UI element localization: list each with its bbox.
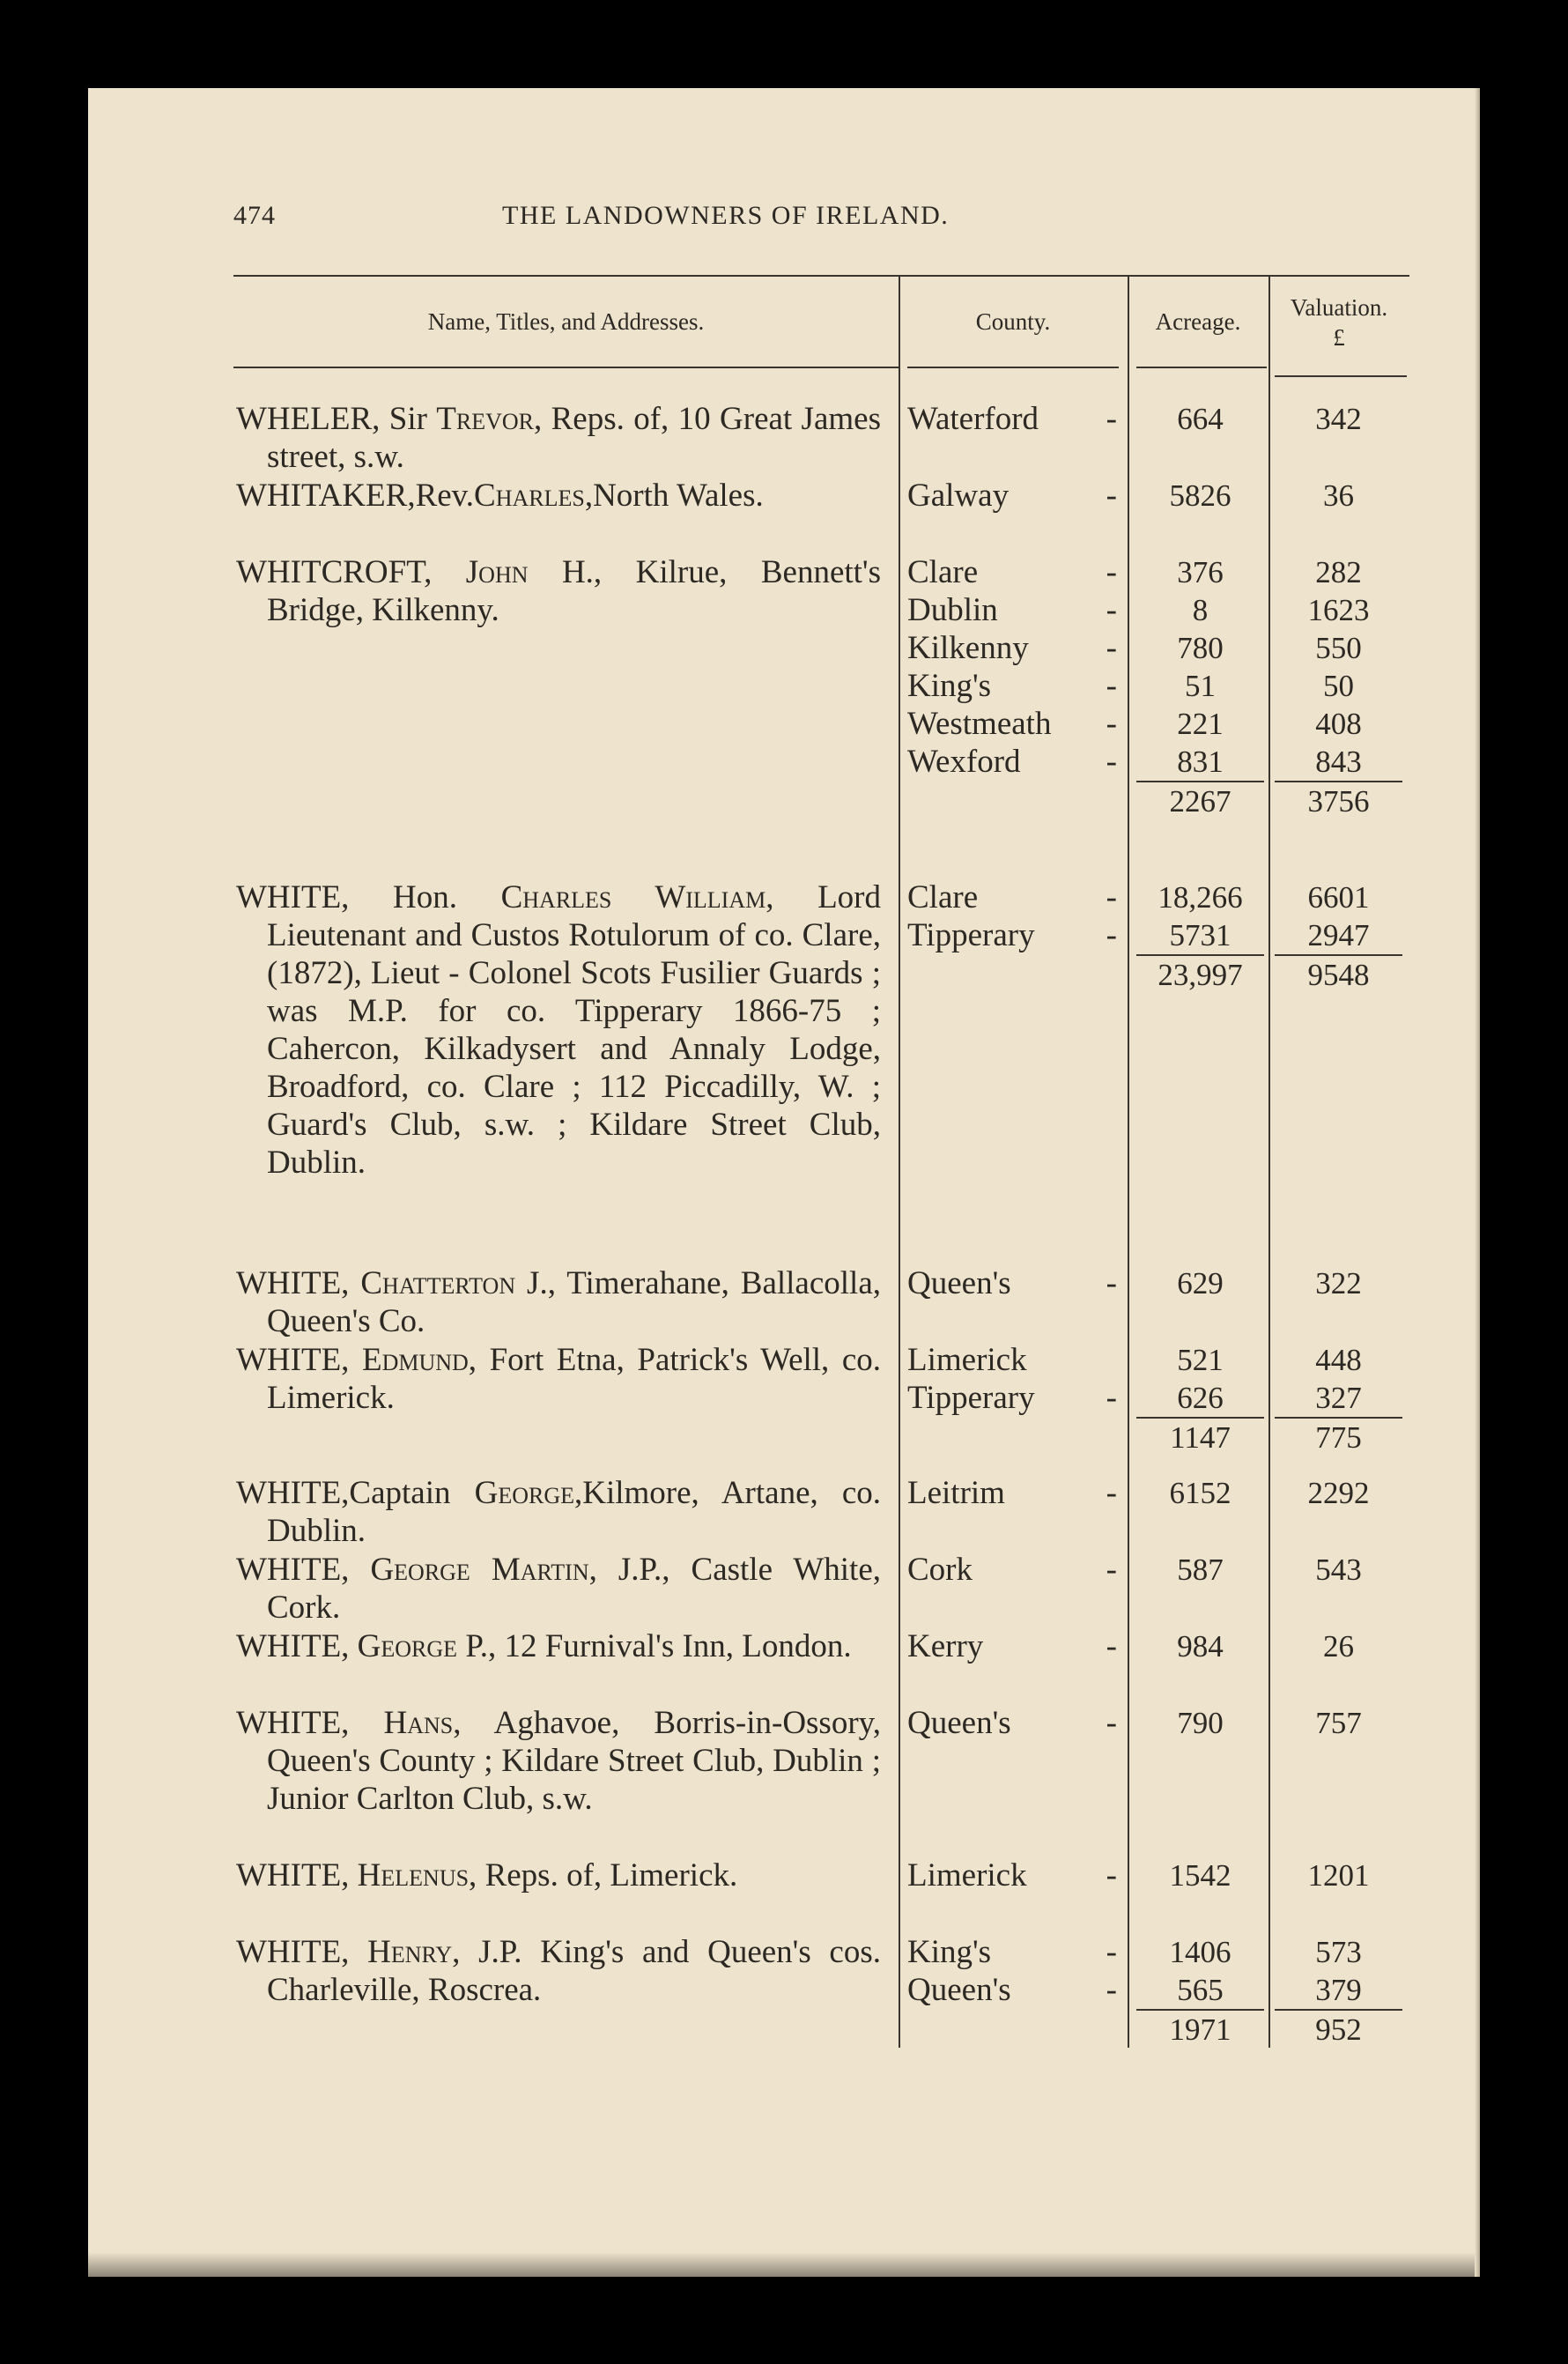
county-dash: - [1106,478,1117,514]
valuation-value: 1201 [1307,1858,1370,1893]
name-tail: Aghavoe, Borris-in-Ossory, Queen's County ; Kildare Street Club, Dublin ; Junior Carlton Club, s.w. [267,1705,882,1817]
name-surname: WHITAKER, [236,478,416,514]
county-line [907,667,1117,705]
county-line [907,1704,1117,1742]
acreage-cell [1136,400,1264,438]
name-surname: WHITE, [236,1934,350,1970]
acreage-value: 587 [1177,1553,1224,1587]
column-header-county: County. [975,308,1051,335]
running-title: THE LANDOWNERS OF IRELAND. [502,201,950,230]
valuation-cell [1275,1474,1402,1512]
county-dash: - [1106,744,1117,780]
county-line [907,629,1117,667]
acreage-cell [1136,1627,1264,1665]
name-sc: Chatterton [360,1265,516,1301]
acreage-total: 2267 [1136,781,1264,820]
county-name: Limerick [907,1857,1027,1893]
acreage-total: 1147 [1136,1417,1264,1456]
column-divider-3 [1268,277,1270,2048]
county-dash: - [1106,1705,1117,1741]
acreage-value: 831 [1177,745,1224,779]
county-dash: - [1106,401,1117,437]
column-header-name: Name, Titles, and Addresses. [427,308,705,335]
county-name: King's [907,1934,992,1970]
name-tail: H., Kilrue, Bennett's Bridge, Kilkenny. [267,554,881,628]
landowner-name [236,1341,881,1417]
county-dash: - [1106,1475,1117,1511]
county-dash: - [1106,879,1117,915]
name-rest [349,1934,367,1970]
valuation-cell [1275,1627,1402,1665]
county-name: Queen's [907,1705,1011,1741]
name-tail: Kilmore, Artane, co. Dublin. [267,1475,881,1549]
county-cell [907,1264,1117,1302]
name-surname: WHITE, [236,1265,350,1301]
name-sc: Hans, [383,1705,462,1741]
valuation-cell [1275,477,1402,515]
county-cell [907,400,1117,438]
name-rest [432,554,465,590]
acreage-cell [1136,1474,1264,1512]
acreage-cell [1136,1704,1264,1742]
acreage-value: 1406 [1169,1935,1231,1969]
valuation-cell [1275,1856,1402,1894]
county-cell [907,1474,1117,1512]
name-surname: WHITE, [236,1342,350,1378]
name-sc: Henry, [367,1934,461,1970]
acreage-value: 5826 [1169,478,1231,513]
county-line [907,878,1117,916]
county-dash: - [1106,554,1117,590]
acreage-value: 521 [1177,1343,1224,1377]
county-cell [907,1627,1117,1665]
valuation-value: 50 [1323,669,1354,703]
county-cell [907,1551,1117,1589]
county-line [907,743,1117,781]
valuation-total: 775 [1275,1417,1402,1456]
landowner-name [236,1264,881,1340]
valuation-unit: £ [1333,324,1345,351]
county-cell [907,553,1117,781]
county-line [907,1341,1117,1379]
acreage-cell [1136,553,1264,820]
name-rest [349,1342,362,1378]
name-sc: Trevor, [436,401,543,437]
name-rest: Captain [349,1475,475,1511]
county-line [907,705,1117,743]
county-dash: - [1106,592,1117,628]
county-line [907,400,1117,438]
page-right-edge [1475,88,1480,2277]
name-surname: WHITE, [236,1857,350,1893]
county-line [907,1264,1117,1302]
name-sc: George [357,1628,458,1664]
header-rule-name [233,367,899,368]
county-name: Tipperary [907,917,1035,953]
name-sc: Helenus, [357,1857,477,1893]
acreage-value: 1542 [1169,1858,1231,1893]
landowner-name [236,1627,881,1665]
county-name: Waterford [907,401,1039,437]
acreage-value: 18,266 [1158,880,1243,915]
name-tail: North Wales. [593,478,764,514]
county-line [907,916,1117,954]
county-line [907,1551,1117,1589]
county-name: King's [907,668,992,704]
name-rest: Sir [380,401,437,437]
county-dash: - [1106,1265,1117,1301]
acreage-value: 790 [1177,1706,1224,1740]
acreage-value: 221 [1177,707,1224,741]
county-name: Queen's [907,1265,1011,1301]
county-line [907,591,1117,629]
county-dash: - [1106,630,1117,666]
valuation-value: 322 [1315,1266,1362,1301]
county-name: Westmeath [907,706,1052,742]
landowner-name [236,878,881,1182]
county-name: Dublin [907,592,998,628]
acreage-cell [1136,878,1264,994]
name-rest [349,1628,357,1664]
name-tail: Fort Etna, Patrick's Well, co. Limerick. [267,1342,882,1416]
name-surname: WHITE, [236,1705,350,1741]
name-sc: Charles, [474,478,594,514]
valuation-cell [1275,1933,1402,2049]
valuation-cell [1275,400,1402,438]
valuation-value: 550 [1315,631,1362,665]
acreage-cell [1136,477,1264,515]
name-sc: Charles William, [500,879,774,915]
name-sc: John [465,554,529,590]
book-page [88,88,1480,2277]
county-dash: - [1106,1857,1117,1893]
name-tail: Reps. of, Limerick. [477,1857,738,1893]
county-line [907,1933,1117,1971]
name-tail: J.P. King's and Queen's cos. Charleville, Roscrea. [267,1934,881,2008]
name-sc: Edmund, [361,1342,477,1378]
county-name: Cork [907,1552,973,1588]
valuation-value: 2292 [1307,1476,1370,1510]
valuation-total: 9548 [1275,954,1402,994]
acreage-value: 51 [1185,669,1216,703]
name-rest: Hon. [349,879,501,915]
acreage-value: 376 [1177,555,1224,589]
valuation-cell [1275,1264,1402,1302]
valuation-value: 543 [1315,1553,1362,1587]
valuation-value: 36 [1323,478,1354,513]
header-rule-acreage [1136,367,1267,368]
landowner-name [236,1933,881,2009]
name-rest [349,1265,360,1301]
acreage-value: 780 [1177,631,1224,665]
county-line [907,477,1117,515]
landowner-name [236,553,881,629]
county-name: Clare [907,879,979,915]
county-line [907,1474,1117,1512]
acreage-value: 5731 [1169,918,1231,952]
county-cell [907,1704,1117,1742]
acreage-cell [1136,1264,1264,1302]
valuation-value: 573 [1315,1935,1362,1969]
landowner-name [236,1474,881,1550]
name-tail: Reps. of, 10 Great James street, s.w. [267,401,881,475]
acreage-cell [1136,1933,1264,2049]
name-tail: J.P., Castle White, Cork. [267,1552,881,1626]
county-name: Galway [907,478,1010,514]
county-dash: - [1106,1972,1117,2008]
acreage-cell [1136,1551,1264,1589]
name-sc: George Martin, [370,1552,597,1588]
county-name: Kilkenny [907,630,1029,666]
county-cell [907,1341,1117,1417]
valuation-value: 757 [1315,1706,1362,1740]
valuation-cell [1275,1341,1402,1456]
county-line [907,1379,1117,1417]
name-surname: WHITE, [236,1552,350,1588]
name-tail: Lord Lieutenant and Custos Rotulorum of co. Clare, (1872), Lieut - Colonel Scots Fusilier Guards ; was M.P. for co. Tipperary 1866-75 ; Cahercon, Kilkadysert and Annaly Lodge, Broadford, co. Clare ; 112 Piccadilly, W. ; Guard's Club, s.w. ; Kildare Street Club, Dublin. [267,879,881,1181]
column-header-acreage: Acreage. [1155,308,1241,335]
acreage-cell [1136,1856,1264,1894]
landowner-name [236,1704,881,1818]
name-tail: P., 12 Furnival's Inn, London. [457,1628,852,1664]
county-dash: - [1106,706,1117,742]
valuation-value: 448 [1315,1343,1362,1377]
valuation-total: 952 [1275,2009,1402,2049]
name-rest [349,1552,370,1588]
county-line [907,553,1117,591]
valuation-value: 327 [1315,1381,1362,1415]
valuation-cell [1275,878,1402,994]
county-name: Clare [907,554,979,590]
name-surname: WHITE, [236,879,350,915]
county-name: Kerry [907,1628,984,1664]
running-head [88,201,1480,236]
page-bottom-edge [88,2252,1480,2277]
landowner-name [236,477,881,515]
valuation-label: Valuation. [1290,294,1388,321]
column-divider-2 [1128,277,1129,2048]
acreage-value: 565 [1177,1973,1224,2007]
acreage-value: 629 [1177,1266,1224,1301]
county-dash: - [1106,668,1117,704]
county-line [907,1971,1117,2009]
valuation-value: 843 [1315,745,1362,779]
valuation-value: 282 [1315,555,1362,589]
county-dash: - [1106,917,1117,953]
acreage-value: 6152 [1169,1476,1231,1510]
name-rest: Rev. [415,478,475,514]
valuation-value: 342 [1315,402,1362,436]
landowner-name [236,1551,881,1627]
county-name: Leitrim [907,1475,1005,1511]
county-line [907,1627,1117,1665]
county-line [907,1856,1117,1894]
valuation-value: 6601 [1307,880,1370,915]
page-number: 474 [233,201,276,230]
county-dash: - [1106,1380,1117,1416]
acreage-value: 664 [1177,402,1224,436]
valuation-cell [1275,1551,1402,1589]
name-surname: WHELER, [236,401,381,437]
name-rest [349,1705,383,1741]
county-dash: - [1106,1628,1117,1664]
valuation-total: 3756 [1275,781,1402,820]
column-divider-1 [899,277,900,2048]
county-dash: - [1106,1552,1117,1588]
county-cell [907,878,1117,954]
county-dash: - [1106,1934,1117,1970]
county-name: Tipperary [907,1380,1035,1416]
county-cell [907,1856,1117,1894]
valuation-cell [1275,1704,1402,1742]
name-surname: WHITE, [236,1475,350,1511]
name-rest [349,1857,357,1893]
acreage-total: 23,997 [1136,954,1264,994]
acreage-total: 1971 [1136,2009,1264,2049]
county-name: Limerick [907,1342,1027,1378]
county-cell [907,1933,1117,2009]
valuation-value: 2947 [1307,918,1370,952]
landowner-name [236,1856,881,1894]
landowner-name [236,400,881,476]
header-rule-valuation [1275,375,1407,377]
name-surname: WHITCROFT, [236,554,433,590]
county-name: Queen's [907,1972,1011,2008]
acreage-value: 984 [1177,1629,1224,1664]
county-cell [907,477,1117,515]
table-top-rule [233,275,1409,277]
name-surname: WHITE, [236,1628,350,1664]
county-name: Wexford [907,744,1021,780]
valuation-value: 379 [1315,1973,1362,2007]
acreage-value: 8 [1192,593,1209,627]
valuation-value: 408 [1315,707,1362,741]
valuation-value: 1623 [1307,593,1370,627]
name-tail: J., Timerahane, Ballacolla, Queen's Co. [267,1265,881,1339]
column-header-valuation [1268,293,1409,352]
name-sc: George, [474,1475,583,1511]
valuation-value: 26 [1323,1629,1354,1664]
valuation-cell [1275,553,1402,820]
acreage-cell [1136,1341,1264,1456]
header-rule-county [907,367,1119,368]
acreage-value: 626 [1177,1381,1224,1415]
